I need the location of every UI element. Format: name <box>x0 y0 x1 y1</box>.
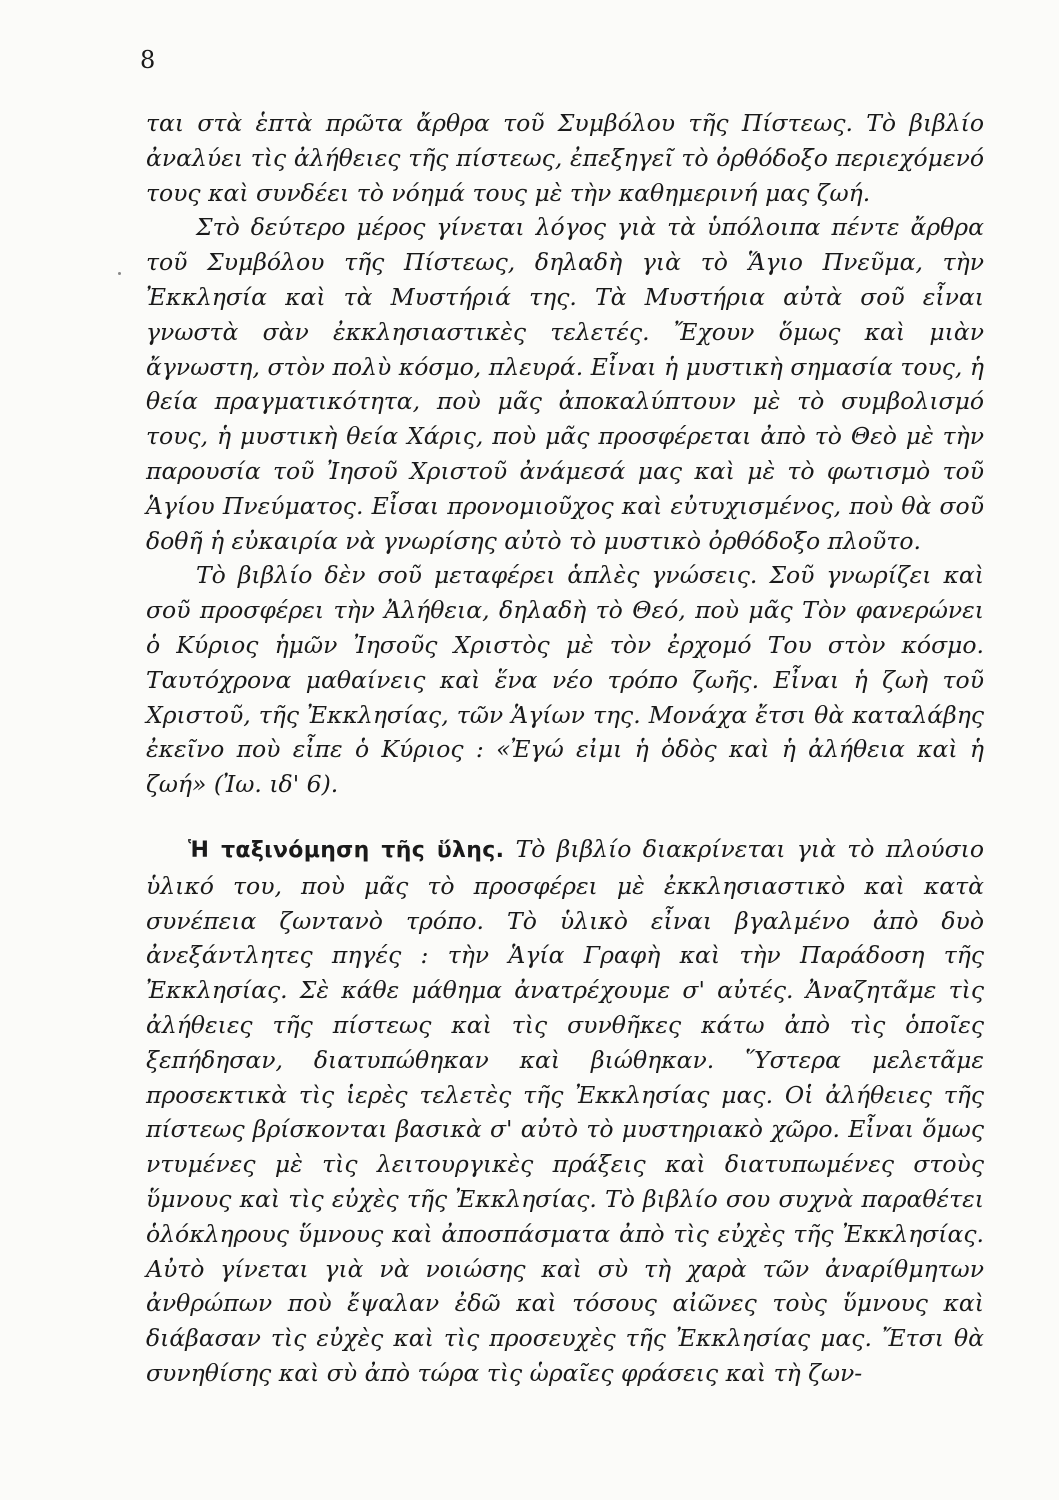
page-number: 8 <box>140 46 156 74</box>
paragraph-1: ται στὰ ἑπτὰ πρῶτα ἄρθρα τοῦ Συμβόλου τῆς Πίστεως. Τὸ βιβλίο ἀναλύει τὶς ἀλήθειες τῆς πίστεως, ἐπεξηγεῖ τὸ ὀρθόδοξο περιεχόμενό τους καὶ συνδέει τὸ νόημά τους μὲ τὴν καθημερινή μας ζωή. <box>146 109 984 207</box>
paragraph-3: Τὸ βιβλίο δὲν σοῦ μεταφέρει ἁπλὲς γνώσεις. Σοῦ γνωρίζει καὶ σοῦ προσφέρει τὴν Ἀλήθεια, δηλαδὴ τὸ Θεό, ποὺ μᾶς Τὸν φανερώνει ὁ Κύριος ἡμῶν Ἰησοῦς Χριστὸς μὲ τὸν ἐρχομό Του στὸν κόσμο. Ταυτόχρονα μαθαίνεις καὶ ἕνα νέο τρόπο ζωῆς. Εἶναι ἡ ζωὴ τοῦ Χριστοῦ, τῆς Ἐκκλησίας, τῶν Ἁγίων της. Μονάχα ἔτσι θὰ καταλάβης ἐκεῖνο ποὺ εἶπε ὁ Κύριος : «Ἐγώ εἰμι ἡ ὁδὸς καὶ ἡ ἀλήθεια καὶ ἡ ζωή» (Ἰω. ιδ' 6). <box>146 561 984 799</box>
section-heading: Ἡ ταξινόμηση τῆς ὕλης. <box>188 837 505 863</box>
paragraph-4-text: Τὸ βιβλίο διακρίνεται γιὰ τὸ πλούσιο ὑλικό του, ποὺ μᾶς τὸ προσφέρει μὲ ἐκκλησιαστικὸ καὶ κατὰ συνέπεια ζωντανὸ τρόπο. Τὸ ὑλικὸ εἶναι βγαλμένο ἀπὸ δυὸ ἀνεξάντλητες πηγές : τὴν Ἁγία Γραφὴ καὶ τὴν Παράδοση τῆς Ἐκκλησίας. Σὲ κάθε μάθημα ἀνατρέχουμε σ' αὐτές. Ἀναζητᾶμε τὶς ἀλήθειες τῆς πίστεως καὶ τὶς συνθῆκες κάτω ἀπὸ τὶς ὁποῖες ξεπήδησαν, διατυπώθηκαν καὶ βιώθηκαν. Ὕστερα μελετᾶμε προσεκτικὰ τὶς ἱερὲς τελετὲς τῆς Ἐκκλησίας μας. Οἱ ἀλήθειες τῆς πίστεως βρίσκονται βασικὰ σ' αὐτὸ τὸ μυστηριακὸ χῶρο. Εἶναι ὅμως ντυμένες μὲ τὶς λειτουργικὲς πράξεις καὶ διατυπωμένες στοὺς ὕμνους καὶ τὶς εὐχὲς τῆς Ἐκκλησίας. Τὸ βιβλίο σου συχνὰ παραθέτει ὁλόκληρους ὕμνους καὶ ἀποσπάσματα ἀπὸ τὶς εὐχὲς τῆς Ἐκκλησίας. Αὐτὸ γίνεται γιὰ νὰ νοιώσης καὶ σὺ τὴ χαρὰ τῶν ἀναρίθμητων ἀνθρώπων ποὺ ἔψαλαν ἐδῶ καὶ τόσους αἰῶνες τοὺς ὕμνους καὶ διάβασαν τὶς εὐχὲς καὶ τὶς προσευχὲς τῆς Ἐκκλησίας μας. Ἔτσι θὰ συνηθίσης καὶ σὺ ἀπὸ τώρα τὶς ὡραῖες φράσεις καὶ τὴ ζων- <box>146 834 984 1387</box>
margin-mark <box>118 272 121 275</box>
body-text <box>146 106 984 1391</box>
paragraph-4 <box>146 832 984 1391</box>
paragraph-2: Στὸ δεύτερο μέρος γίνεται λόγος γιὰ τὰ ὑπόλοιπα πέντε ἄρθρα τοῦ Συμβόλου τῆς Πίστεως, δηλαδὴ γιὰ τὸ Ἅγιο Πνεῦμα, τὴν Ἐκκλησία καὶ τὰ Μυστήριά της. Τὰ Μυστήρια αὐτὰ σοῦ εἶναι γνωστὰ σὰν ἐκκλησιαστικὲς τελετές. Ἔχουν ὅμως καὶ μιὰν ἄγνωστη, στὸν πολὺ κόσμο, πλευρά. Εἶναι ἡ μυστικὴ σημασία τους, ἡ θεία πραγματικότητα, ποὺ μᾶς ἀποκαλύπτουν μὲ τὸ συμβολισμό τους, ἡ μυστικὴ θεία Χάρις, ποὺ μᾶς προσφέρεται ἀπὸ τὸ Θεὸ μὲ τὴν παρουσία τοῦ Ἰησοῦ Χριστοῦ ἀνάμεσά μας καὶ μὲ τὸ φωτισμὸ τοῦ Ἁγίου Πνεύματος. Εἶσαι προνομιοῦχος καὶ εὐτυχισμένος, ποὺ θὰ σοῦ δοθῆ ἡ εὐκαιρία νὰ γνωρίσης αὐτὸ τὸ μυστικὸ ὀρθόδοξο πλοῦτο. <box>146 213 984 555</box>
